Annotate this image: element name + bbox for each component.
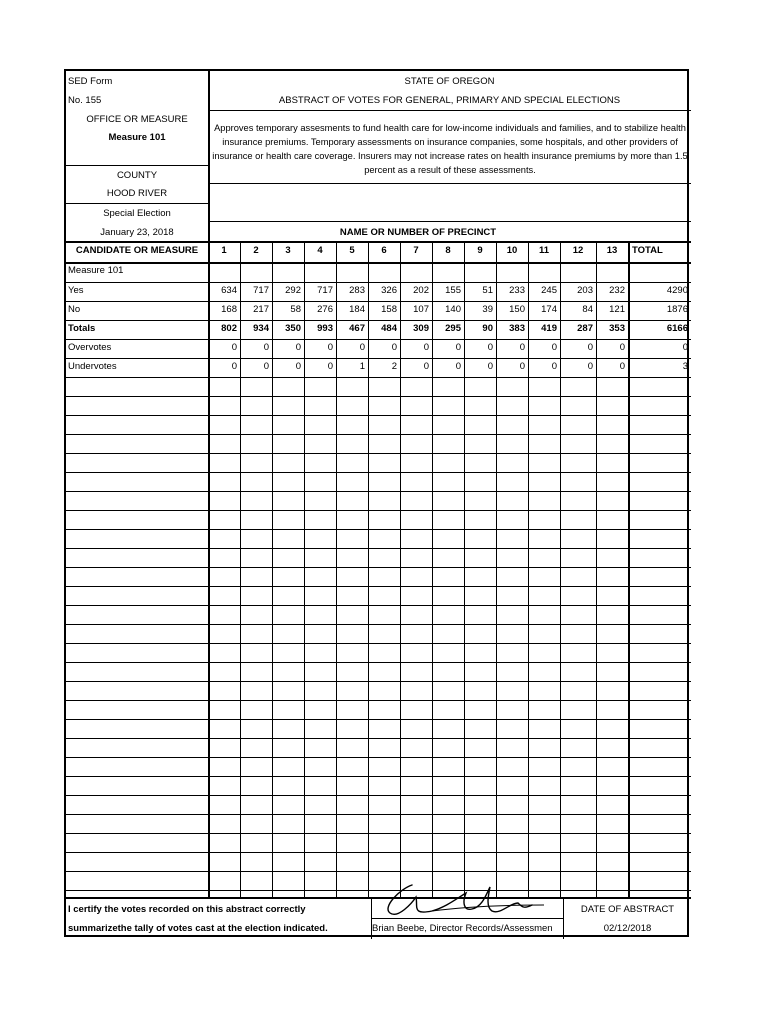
precinct-vote-cell: 0 (327, 342, 333, 353)
precinct-vote-cell: 287 (577, 323, 593, 334)
table-row-line (66, 320, 691, 321)
precinct-vote-cell: 84 (582, 304, 593, 315)
table-row-line (66, 548, 691, 549)
total-vote-cell: 3 (682, 361, 688, 372)
precinct-vote-cell: 2 (391, 361, 397, 372)
precinct-vote-cell: 326 (381, 285, 397, 296)
table-row-line (66, 358, 691, 359)
table-row-line (66, 814, 691, 815)
precinct-column-line (560, 241, 561, 897)
precinct-vote-cell: 0 (519, 342, 525, 353)
row-label: Undervotes (68, 361, 117, 372)
precinct-vote-cell: 283 (349, 285, 365, 296)
precinct-header-3: 3 (285, 245, 291, 256)
precinct-vote-cell: 0 (295, 361, 301, 372)
precinct-column-line (628, 241, 630, 897)
precinct-column-line (528, 241, 529, 897)
precinct-vote-cell: 993 (317, 323, 333, 334)
precinct-vote-cell: 0 (619, 342, 625, 353)
label-column-divider (208, 71, 210, 897)
header-rule (66, 262, 691, 264)
precinct-vote-cell: 245 (541, 285, 557, 296)
precinct-vote-cell: 0 (423, 342, 429, 353)
election-date: January 23, 2018 (100, 227, 174, 238)
section-label: Measure 101 (68, 265, 124, 276)
row-label: Overvotes (68, 342, 112, 353)
precinct-header-12: 12 (572, 245, 584, 256)
total-vote-cell: 1876 (666, 304, 688, 315)
rule-line (66, 203, 208, 204)
precinct-vote-cell: 90 (482, 323, 493, 334)
precinct-vote-cell: 484 (381, 323, 397, 334)
precinct-vote-cell: 51 (482, 285, 493, 296)
precinct-vote-cell: 802 (221, 323, 237, 334)
abstract-title: ABSTRACT OF VOTES FOR GENERAL, PRIMARY AND SPECIAL ELECTIONS (278, 95, 621, 106)
precinct-vote-cell: 202 (413, 285, 429, 296)
date-of-abstract-label: DATE OF ABSTRACT (580, 904, 675, 915)
precinct-vote-cell: 150 (509, 304, 525, 315)
table-row-line (66, 434, 691, 435)
precinct-column-line (496, 241, 497, 897)
rule-line (208, 110, 691, 111)
county-label: COUNTY (116, 170, 158, 181)
state-heading: STATE OF OREGON (404, 76, 495, 87)
table-row-line (66, 415, 691, 416)
precinct-vote-cell: 309 (413, 323, 429, 334)
rule-line (208, 221, 691, 222)
precinct-vote-cell: 276 (317, 304, 333, 315)
table-row-line (66, 377, 691, 378)
precinct-vote-cell: 140 (445, 304, 461, 315)
table-row-line (66, 282, 691, 283)
table-row-line (66, 833, 691, 834)
table-row-line (66, 776, 691, 777)
precinct-vote-cell: 0 (551, 342, 557, 353)
total-vote-cell: 4290 (666, 285, 688, 296)
precinct-vote-cell: 0 (519, 361, 525, 372)
precinct-column-line (464, 241, 465, 897)
precinct-vote-cell: 295 (445, 323, 461, 334)
precinct-header-13: 13 (606, 245, 618, 256)
row-label: Totals (68, 323, 96, 334)
row-label: No (68, 304, 81, 315)
precinct-vote-cell: 217 (253, 304, 269, 315)
header-rule (66, 241, 691, 243)
office-value: Measure 101 (108, 132, 166, 143)
total-vote-cell: 0 (682, 342, 688, 353)
office-label: OFFICE OR MEASURE (86, 114, 188, 125)
precinct-vote-cell: 717 (317, 285, 333, 296)
precinct-header-7: 7 (413, 245, 419, 256)
table-row-line (66, 301, 691, 302)
table-row-line (66, 700, 691, 701)
precinct-vote-cell: 0 (295, 342, 301, 353)
table-row-line (66, 624, 691, 625)
precinct-vote-cell: 0 (487, 342, 493, 353)
precinct-vote-cell: 0 (263, 361, 269, 372)
table-row-line (66, 719, 691, 720)
measure-description: Approves temporary assesments to fund health care for low-income individuals and families, and to stabilize health insurance premiums. Temporary assessments on insurance companies, some hospitals, and other providers of insurance or health care coverage. Insurers may not increase rates on health insurance premiums by more than 1.5 percent as a result of these assessments. (212, 123, 688, 175)
table-row-line (66, 757, 691, 758)
election-type: Special Election (103, 208, 171, 219)
row-label: Yes (68, 285, 84, 296)
table-row-line (66, 586, 691, 587)
precinct-column-line (272, 241, 273, 897)
signature (372, 877, 562, 921)
precinct-header-9: 9 (477, 245, 483, 256)
precinct-vote-cell: 419 (541, 323, 557, 334)
precinct-vote-cell: 0 (231, 361, 237, 372)
precinct-vote-cell: 0 (263, 342, 269, 353)
precinct-vote-cell: 107 (413, 304, 429, 315)
precinct-vote-cell: 0 (455, 342, 461, 353)
precinct-vote-cell: 353 (609, 323, 625, 334)
table-row-line (66, 396, 691, 397)
precinct-vote-cell: 155 (445, 285, 461, 296)
precinct-vote-cell: 168 (221, 304, 237, 315)
precinct-header-10: 10 (506, 245, 518, 256)
table-row-line (66, 871, 691, 872)
precinct-column-line (304, 241, 305, 897)
precinct-vote-cell: 717 (253, 285, 269, 296)
table-row-line (66, 339, 691, 340)
precinct-header-2: 2 (253, 245, 259, 256)
table-row-line (66, 567, 691, 568)
table-row-line (66, 662, 691, 663)
signer-name: Brian Beebe, Director Records/Assessmen (372, 923, 553, 934)
precinct-vote-cell: 233 (509, 285, 525, 296)
rule-line (208, 183, 691, 184)
date-of-abstract-value: 02/12/2018 (603, 923, 652, 934)
precinct-vote-cell: 0 (487, 361, 493, 372)
precinct-vote-cell: 0 (359, 342, 365, 353)
table-row-line (66, 643, 691, 644)
precinct-vote-cell: 232 (609, 285, 625, 296)
precinct-vote-cell: 39 (482, 304, 493, 315)
precinct-vote-cell: 350 (285, 323, 301, 334)
precinct-vote-cell: 203 (577, 285, 593, 296)
table-row-line (66, 491, 691, 492)
precinct-vote-cell: 0 (423, 361, 429, 372)
precinct-vote-cell: 0 (587, 361, 593, 372)
rule-line (66, 165, 208, 166)
precinct-vote-cell: 1 (359, 361, 365, 372)
table-row-line (66, 738, 691, 739)
table-row-line (66, 605, 691, 606)
precinct-vote-cell: 0 (455, 361, 461, 372)
precinct-vote-cell: 634 (221, 285, 237, 296)
precinct-vote-cell: 934 (253, 323, 269, 334)
table-row-line (66, 510, 691, 511)
total-column-header: TOTAL (632, 245, 663, 256)
precinct-vote-cell: 158 (381, 304, 397, 315)
precinct-vote-cell: 121 (609, 304, 625, 315)
table-row-line (66, 472, 691, 473)
certification-line-2: summarizethe tally of votes cast at the election indicated. (68, 923, 328, 934)
precinct-vote-cell: 292 (285, 285, 301, 296)
candidate-column-header: CANDIDATE OR MEASURE (75, 245, 199, 256)
precinct-header-6: 6 (381, 245, 387, 256)
precinct-header-11: 11 (538, 245, 550, 256)
table-row-line (66, 453, 691, 454)
precinct-column-line (432, 241, 433, 897)
precinct-heading: NAME OR NUMBER OF PRECINCT (339, 227, 497, 238)
precinct-vote-cell: 58 (290, 304, 301, 315)
form-name: SED Form (68, 76, 113, 87)
total-vote-cell: 6166 (666, 323, 688, 334)
precinct-header-1: 1 (221, 245, 227, 256)
precinct-column-line (336, 241, 337, 897)
precinct-vote-cell: 0 (551, 361, 557, 372)
precinct-column-line (400, 241, 401, 897)
precinct-header-4: 4 (317, 245, 323, 256)
precinct-column-line (368, 241, 369, 897)
precinct-vote-cell: 0 (619, 361, 625, 372)
form-number: No. 155 (68, 95, 102, 106)
table-row-line (66, 681, 691, 682)
table-row-line (66, 852, 691, 853)
abstract-of-votes-form (64, 69, 689, 937)
precinct-vote-cell: 184 (349, 304, 365, 315)
precinct-column-line (240, 241, 241, 897)
precinct-vote-cell: 174 (541, 304, 557, 315)
precinct-vote-cell: 383 (509, 323, 525, 334)
precinct-column-line (596, 241, 597, 897)
precinct-vote-cell: 0 (231, 342, 237, 353)
precinct-vote-cell: 0 (587, 342, 593, 353)
precinct-vote-cell: 467 (349, 323, 365, 334)
precinct-vote-cell: 0 (391, 342, 397, 353)
precinct-vote-cell: 0 (327, 361, 333, 372)
county-value: HOOD RIVER (106, 188, 168, 199)
table-row-line (66, 795, 691, 796)
table-row-line (66, 529, 691, 530)
certification-line-1: I certify the votes recorded on this abstract correctly (68, 904, 306, 915)
precinct-header-8: 8 (445, 245, 451, 256)
precinct-header-5: 5 (349, 245, 355, 256)
